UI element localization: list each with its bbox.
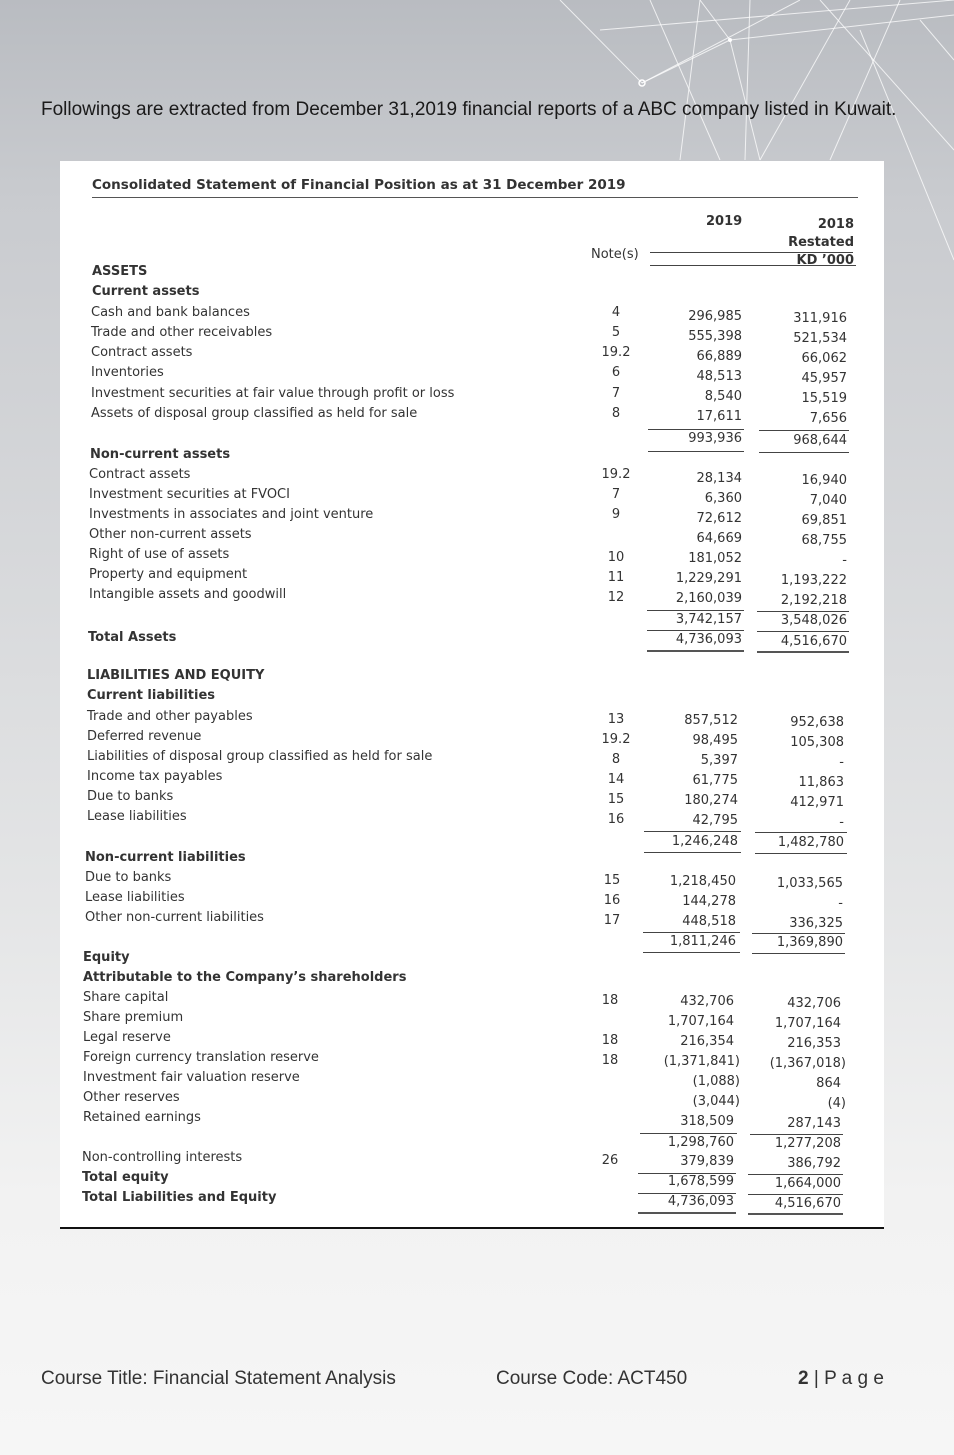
row-note: 19.2 <box>601 345 631 360</box>
row-label: Income tax payables <box>87 769 223 784</box>
row-note: 18 <box>601 993 619 1008</box>
row-value-2018: 1,277,208 <box>774 1136 841 1151</box>
row-value-2019: 28,134 <box>696 471 742 486</box>
row-value-2018: 412,971 <box>790 795 844 810</box>
row-note: 18 <box>601 1053 619 1068</box>
section-heading-equity: Equity <box>83 950 130 965</box>
row-value-2018: 11,863 <box>798 775 844 790</box>
total-equity-row <box>60 1168 884 1191</box>
column-header-2018-year: 2018 <box>817 217 854 232</box>
row-label: Property and equipment <box>89 567 248 582</box>
section-heading-non-current-liabilities: Non-current liabilities <box>85 850 246 865</box>
row-label: Foreign currency translation reserve <box>83 1050 319 1065</box>
row-value-2019: (1,088) <box>692 1074 740 1089</box>
table-row <box>60 888 884 911</box>
row-value-2018: 2,192,218 <box>780 593 847 608</box>
row-label: Other reserves <box>83 1090 180 1105</box>
row-note: 16 <box>607 812 625 827</box>
row-note: 14 <box>607 772 625 787</box>
row-value-2019: 1,246,248 <box>671 834 738 849</box>
row-value-2019: 8,540 <box>704 389 742 404</box>
row-value-2018: 7,656 <box>809 411 847 426</box>
row-label: Inventories <box>91 365 164 380</box>
row-value-2018: (4) <box>827 1096 846 1111</box>
table-row <box>60 343 884 366</box>
footer-course-code: Course Code: ACT450 <box>496 1368 688 1389</box>
row-value-2018: 432,706 <box>787 996 841 1011</box>
row-value-2018: 1,482,780 <box>777 835 844 850</box>
row-value-2018: 15,519 <box>801 391 847 406</box>
row-note: 6 <box>611 365 621 380</box>
intro-paragraph: Followings are extracted from December 31,2019 financial reports of a ABC company listed in Kuwait. <box>41 99 897 120</box>
row-value-2019: 1,229,291 <box>675 571 742 586</box>
row-note: 19.2 <box>601 732 631 747</box>
row-value-2019: 432,706 <box>680 994 734 1009</box>
row-value-2018: 66,062 <box>801 351 847 366</box>
table-row <box>60 384 884 404</box>
header-rule <box>650 252 853 253</box>
table-row <box>60 363 884 386</box>
footer-page-indicator <box>798 1368 884 1390</box>
total-liabilities-equity-row <box>60 1188 884 1211</box>
row-value-2018: 1,193,222 <box>780 573 847 588</box>
row-note: 10 <box>607 550 625 565</box>
table-row <box>60 585 884 608</box>
row-value-2019: 379,839 <box>680 1154 734 1169</box>
table-row <box>60 505 884 528</box>
table-row <box>60 545 884 568</box>
section-heading-current-liabilities: Current liabilities <box>87 688 216 703</box>
row-note: 7 <box>611 386 621 401</box>
double-total-rule <box>748 1213 843 1215</box>
row-label: Investment fair valuation reserve <box>83 1070 300 1085</box>
row-value-2019: 48,513 <box>696 369 742 384</box>
table-row <box>60 1108 884 1131</box>
section-heading-liabilities-equity: LIABILITIES AND EQUITY <box>87 668 265 683</box>
table-row <box>60 465 884 488</box>
section-heading-assets: ASSETS <box>92 264 148 279</box>
row-value-2018: 4,516,670 <box>774 1196 841 1211</box>
row-value-2018: - <box>842 553 847 568</box>
row-value-2019: 72,612 <box>696 511 742 526</box>
row-note: 13 <box>607 712 625 727</box>
row-label: Due to banks <box>85 870 172 885</box>
table-row <box>60 323 884 346</box>
row-label: Right of use of assets <box>89 547 230 562</box>
row-value-2019: 296,985 <box>688 309 742 324</box>
section-heading-attributable: Attributable to the Company’s shareholders <box>83 970 407 985</box>
row-value-2018: (1,367,018) <box>769 1056 846 1071</box>
table-row <box>60 485 884 508</box>
row-label: Trade and other payables <box>87 709 253 724</box>
row-value-2019: 318,509 <box>680 1114 734 1129</box>
row-label: Assets of disposal group classified as held for sale <box>91 406 418 421</box>
page-number: 2 <box>798 1368 809 1389</box>
table-row <box>60 404 884 424</box>
section-heading-current-assets: Current assets <box>92 284 200 299</box>
row-label: Other non-current liabilities <box>85 910 264 925</box>
row-note: 18 <box>601 1033 619 1048</box>
table-row <box>60 1068 884 1091</box>
row-note: 7 <box>611 487 621 502</box>
row-value-2019: 66,889 <box>696 349 742 364</box>
page-label: | P a g e <box>813 1368 884 1389</box>
row-label: Legal reserve <box>83 1030 171 1045</box>
row-label: Total Assets <box>88 630 177 645</box>
row-value-2019: 857,512 <box>684 713 738 728</box>
row-value-2019: 4,736,093 <box>667 1194 734 1209</box>
row-value-2018: 16,940 <box>801 473 847 488</box>
row-value-2018: 311,916 <box>793 311 847 326</box>
statement-title: Consolidated Statement of Financial Position as at 31 December 2019 <box>92 177 626 193</box>
row-value-2019: 216,354 <box>680 1034 734 1049</box>
table-row <box>60 565 884 588</box>
row-label: Investment securities at FVOCI <box>89 487 290 502</box>
row-value-2019: 3,742,157 <box>675 612 742 627</box>
row-label: Retained earnings <box>83 1110 201 1125</box>
table-row <box>60 1028 884 1051</box>
row-label: Contract assets <box>91 345 193 360</box>
row-label: Other non-current assets <box>89 527 252 542</box>
row-value-2018: 1,664,000 <box>774 1176 841 1191</box>
row-value-2019: 4,736,093 <box>675 632 742 647</box>
table-row <box>60 1008 884 1031</box>
row-note: 4 <box>611 305 621 320</box>
row-note: 15 <box>603 873 621 888</box>
row-value-2019: 180,274 <box>684 793 738 808</box>
row-label: Contract assets <box>89 467 191 482</box>
non-controlling-interests-row <box>60 1148 884 1171</box>
row-value-2019: 5,397 <box>700 753 738 768</box>
table-row <box>60 747 884 770</box>
table-row <box>60 1088 884 1111</box>
double-total-rule <box>638 1212 736 1214</box>
row-value-2019: 2,160,039 <box>675 591 742 606</box>
row-value-2019: (3,044) <box>692 1094 740 1109</box>
row-value-2019: 1,298,760 <box>667 1135 734 1150</box>
row-value-2018: 4,516,670 <box>780 634 847 649</box>
table-row <box>60 807 884 830</box>
column-header-notes: Note(s) <box>591 247 639 262</box>
row-value-2018: - <box>839 755 844 770</box>
row-value-2019: 1,707,164 <box>667 1014 734 1029</box>
row-value-2019: 42,795 <box>692 813 738 828</box>
row-value-2019: 448,518 <box>682 914 736 929</box>
row-label: Due to banks <box>87 789 174 804</box>
total-assets-row <box>60 628 884 648</box>
row-label: Investment securities at fair value through profit or loss <box>91 386 455 401</box>
row-label: Deferred revenue <box>87 729 202 744</box>
row-value-2018: 69,851 <box>801 513 847 528</box>
row-note: 12 <box>607 590 625 605</box>
row-value-2018: 386,792 <box>787 1156 841 1171</box>
column-header-2018-restated: Restated <box>788 235 854 250</box>
row-value-2018: 7,040 <box>809 493 847 508</box>
table-row <box>60 525 884 548</box>
title-underline <box>92 197 858 198</box>
column-header-unit: KD ’000 <box>796 253 854 268</box>
row-note: 8 <box>611 752 621 767</box>
table-row <box>60 767 884 790</box>
row-value-2019: 993,936 <box>688 431 742 446</box>
row-label: Lease liabilities <box>87 809 187 824</box>
row-value-2019: 6,360 <box>704 491 742 506</box>
table-row <box>60 868 884 891</box>
row-value-2018: 1,033,565 <box>776 876 843 891</box>
row-value-2018: 287,143 <box>787 1116 841 1131</box>
row-note: 9 <box>611 507 621 522</box>
table-row <box>60 303 884 326</box>
row-label: Cash and bank balances <box>91 305 250 320</box>
subtotal-row-non-current-assets <box>60 610 884 630</box>
table-row <box>60 707 884 730</box>
row-note: 5 <box>611 325 621 340</box>
financial-statement-image <box>60 161 884 1229</box>
row-value-2019: 144,278 <box>682 894 736 909</box>
row-value-2019: 64,669 <box>696 531 742 546</box>
double-total-rule <box>647 650 744 652</box>
row-value-2019: 17,611 <box>696 409 742 424</box>
row-value-2018: - <box>839 815 844 830</box>
row-label: Total equity <box>82 1170 169 1185</box>
table-row <box>60 988 884 1011</box>
row-value-2019: 1,678,599 <box>667 1174 734 1189</box>
row-value-2018: 968,644 <box>793 433 847 448</box>
row-note: 8 <box>611 406 621 421</box>
row-note: 26 <box>601 1153 619 1168</box>
row-label: Investments in associates and joint venture <box>89 507 374 522</box>
row-value-2019: 1,811,246 <box>669 934 736 949</box>
double-total-rule <box>757 651 849 653</box>
row-value-2018: 952,638 <box>790 715 844 730</box>
table-row <box>60 727 884 750</box>
row-value-2018: 1,707,164 <box>774 1016 841 1031</box>
row-note: 15 <box>607 792 625 807</box>
row-value-2019: 555,398 <box>688 329 742 344</box>
row-label: Trade and other receivables <box>91 325 273 340</box>
row-value-2018: - <box>838 896 843 911</box>
row-note: 16 <box>603 893 621 908</box>
row-value-2019: 98,495 <box>692 733 738 748</box>
row-value-2018: 216,353 <box>787 1036 841 1051</box>
row-value-2018: 68,755 <box>801 533 847 548</box>
row-value-2018: 864 <box>816 1076 841 1091</box>
row-value-2019: 61,775 <box>692 773 738 788</box>
row-label: Non-controlling interests <box>82 1150 243 1165</box>
section-heading-non-current-assets: Non-current assets <box>90 447 231 462</box>
row-value-2018: 336,325 <box>789 916 843 931</box>
row-label: Intangible assets and goodwill <box>89 587 287 602</box>
row-label: Share premium <box>83 1010 184 1025</box>
row-value-2019: (1,371,841) <box>663 1054 740 1069</box>
column-header-2019: 2019 <box>706 214 743 229</box>
row-label: Share capital <box>83 990 169 1005</box>
row-note: 19.2 <box>601 467 631 482</box>
row-value-2018: 45,957 <box>801 371 847 386</box>
row-label: Lease liabilities <box>85 890 185 905</box>
table-row <box>60 908 884 931</box>
row-label: Total Liabilities and Equity <box>82 1190 277 1205</box>
row-note: 11 <box>607 570 625 585</box>
row-label: Liabilities of disposal group classified as held for sale <box>87 749 433 764</box>
row-note: 17 <box>603 913 621 928</box>
row-value-2018: 1,369,890 <box>776 935 843 950</box>
row-value-2019: 1,218,450 <box>669 874 736 889</box>
row-value-2018: 3,548,026 <box>780 613 847 628</box>
table-row <box>60 1048 884 1071</box>
footer-course-title: Course Title: Financial Statement Analysis <box>41 1368 396 1389</box>
row-value-2018: 521,534 <box>793 331 847 346</box>
table-row <box>60 787 884 810</box>
row-value-2019: 181,052 <box>688 551 742 566</box>
row-value-2018: 105,308 <box>790 735 844 750</box>
